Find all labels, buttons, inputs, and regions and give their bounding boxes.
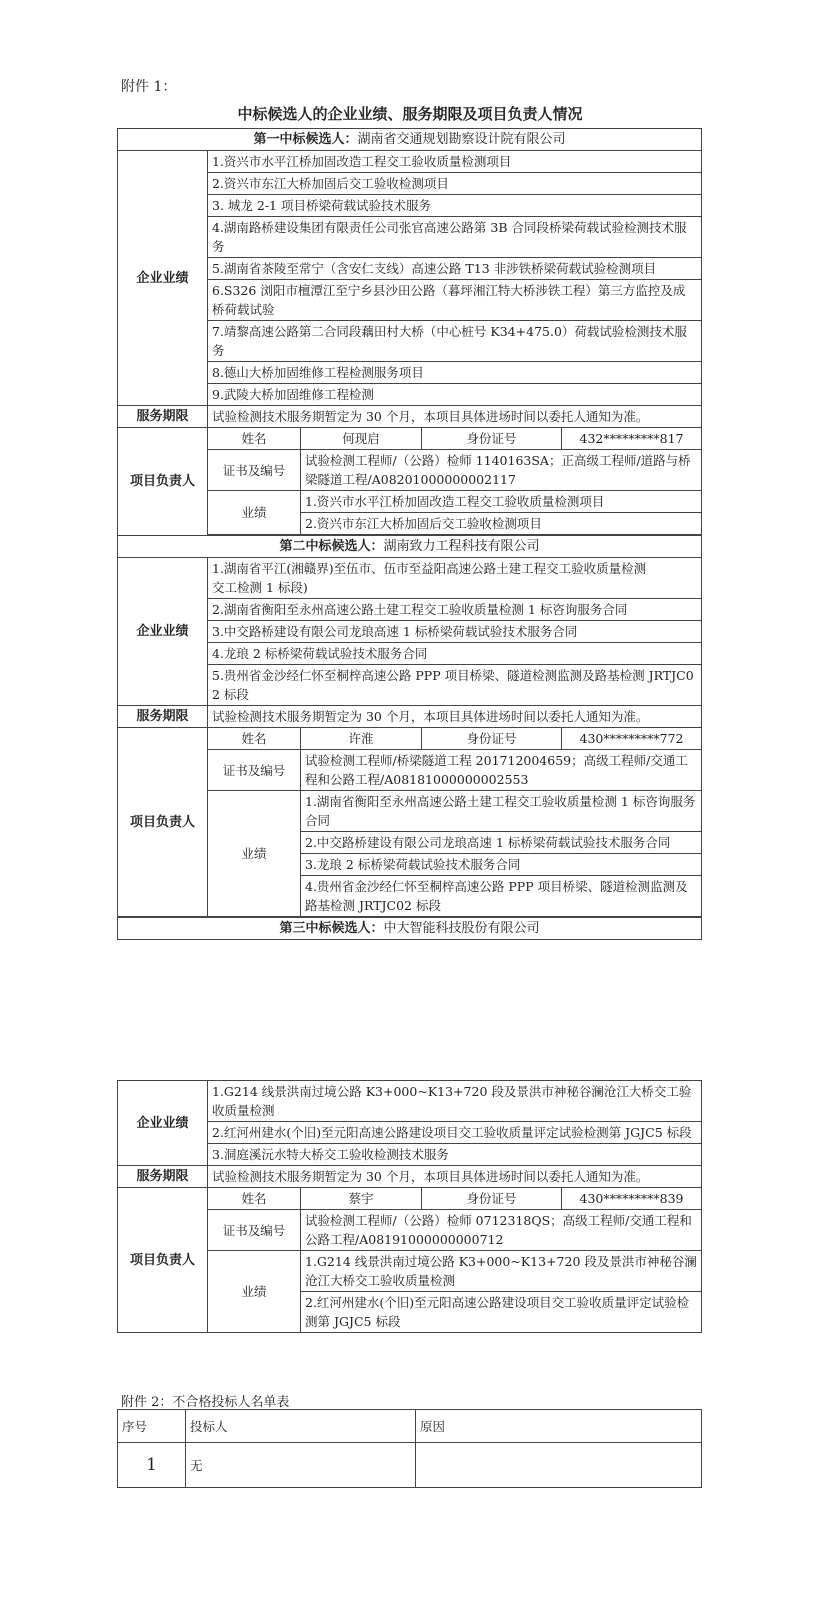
candidate-company: 湖南致力工程科技有限公司 bbox=[383, 539, 540, 554]
pm-cert: 试验检测工程师/（公路）检师 0712318QS；高级工程师/交通工程和公路工程/A08191000000000712 bbox=[301, 1210, 702, 1251]
pm-performance-item: 1.湖南省衡阳至永州高速公路土建工程交工验收质量检测 1 标咨询服务合同 bbox=[301, 791, 702, 832]
table-row bbox=[118, 1443, 702, 1488]
pm-name: 何现启 bbox=[301, 428, 422, 450]
performance-item: 5.贵州省金沙经仁怀至桐梓高速公路 PPP 项目桥梁、隧道检测监测及路基检测 JRTJC02 标段 bbox=[208, 665, 702, 706]
performance-row bbox=[118, 1081, 702, 1122]
attachment-1-label: 附件 1： bbox=[121, 79, 177, 95]
performance-item: 3.中交路桥建设有限公司龙琅高速 1 标桥梁荷载试验技术服务合同 bbox=[208, 621, 702, 643]
pm-performance-item: 2.中交路桥建设有限公司龙琅高速 1 标桥梁荷载试验技术服务合同 bbox=[301, 832, 702, 854]
attachment-2-title: 附件 2：不合格投标人名单表 bbox=[121, 1395, 290, 1410]
pm-performance-label: 业绩 bbox=[208, 491, 301, 535]
pm-performance-item: 1.G214 线景洪南过境公路 K3+000~K13+720 段及景洪市神秘谷澜沧江大桥交工验收质量检测 bbox=[301, 1251, 702, 1292]
candidates-table bbox=[117, 128, 702, 940]
candidate-header bbox=[118, 536, 702, 558]
page-title: 中标候选人的企业业绩、服务期限及项目负责人情况 bbox=[237, 105, 583, 123]
performance-label: 企业业绩 bbox=[118, 151, 208, 406]
id-label: 身份证号 bbox=[422, 728, 562, 750]
performance-item: 1.湖南省平江(湘赣界)至伍市、伍市至益阳高速公路土建工程交工验收质量检测 交工检测 1 标段) bbox=[208, 558, 702, 599]
pm-id: 432*********817 bbox=[562, 428, 702, 450]
pm-name-row bbox=[118, 428, 702, 450]
performance-item: 8.德山大桥加固维修工程检测服务项目 bbox=[208, 362, 702, 384]
candidate-header bbox=[118, 129, 702, 151]
id-label: 身份证号 bbox=[422, 1188, 562, 1210]
service-period-row bbox=[118, 406, 702, 428]
cert-label: 证书及编号 bbox=[208, 450, 301, 491]
row-bidder: 无 bbox=[186, 1443, 416, 1488]
performance-item: 4.龙琅 2 标桥梁荷载试验技术服务合同 bbox=[208, 643, 702, 665]
pm-performance-label: 业绩 bbox=[208, 1251, 301, 1333]
service-period-value: 试验检测技术服务期暂定为 30 个月，本项目具体进场时间以委托人通知为准。 bbox=[208, 706, 702, 728]
performance-item: 6.S326 浏阳市檀潭江至宁乡县沙田公路（暮坪湘江特大桥涉铁工程）第三方监控及成桥荷载试验 bbox=[208, 280, 702, 321]
pm-performance-item: 2.红河州建水(个旧)至元阳高速公路建设项目交工验收质量评定试验检测第 JGJC5 标段 bbox=[301, 1292, 702, 1333]
candidate-company: 中大智能科技股份有限公司 bbox=[383, 921, 540, 936]
pm-performance-item: 2.资兴市东江大桥加固后交工验收检测项目 bbox=[301, 513, 702, 535]
candidate-rank: 第二中标候选人： bbox=[279, 539, 384, 554]
service-period-row bbox=[118, 1166, 702, 1188]
service-period-value: 试验检测技术服务期暂定为 30 个月，本项目具体进场时间以委托人通知为准。 bbox=[208, 406, 702, 428]
pm-performance-item: 1.资兴市水平江桥加固改造工程交工验收质量检测项目 bbox=[301, 491, 702, 513]
header-reason: 原因 bbox=[416, 1410, 702, 1443]
candidate-rank: 第三中标候选人： bbox=[279, 921, 384, 936]
header-bidder: 投标人 bbox=[186, 1410, 416, 1443]
performance-item: 4.湖南路桥建设集团有限责任公司张官高速公路第 3B 合同段桥梁荷载试验检测技术服务 bbox=[208, 217, 702, 258]
pm-name-row bbox=[118, 1188, 702, 1210]
performance-item: 2.湖南省衡阳至永州高速公路土建工程交工验收质量检测 1 标咨询服务合同 bbox=[208, 599, 702, 621]
pm-name: 许淮 bbox=[301, 728, 422, 750]
service-period-row bbox=[118, 706, 702, 728]
performance-item: 1.资兴市水平江桥加固改造工程交工验收质量检测项目 bbox=[208, 151, 702, 173]
service-period-label: 服务期限 bbox=[118, 1166, 208, 1188]
performance-label: 企业业绩 bbox=[118, 558, 208, 706]
pm-performance-item: 3.龙琅 2 标桥梁荷载试验技术服务合同 bbox=[301, 854, 702, 876]
name-label: 姓名 bbox=[208, 728, 301, 750]
cert-label: 证书及编号 bbox=[208, 750, 301, 791]
performance-item: 5.湖南省茶陵至常宁（含安仁支线）高速公路 T13 非涉铁桥梁荷载试验检测项目 bbox=[208, 258, 702, 280]
pm-name-row bbox=[118, 728, 702, 750]
pm-id: 430*********772 bbox=[562, 728, 702, 750]
table-header-row bbox=[118, 1410, 702, 1443]
performance-item: 7.靖黎高速公路第二合同段藕田村大桥（中心桩号 K34+475.0）荷载试验检测技术服务 bbox=[208, 321, 702, 362]
disqualified-bidders-table bbox=[117, 1409, 702, 1488]
pm-label: 项目负责人 bbox=[118, 428, 208, 536]
cert-label: 证书及编号 bbox=[208, 1210, 301, 1251]
pm-id: 430*********839 bbox=[562, 1188, 702, 1210]
service-period-label: 服务期限 bbox=[118, 706, 208, 728]
pm-cert: 试验检测工程师/（公路）检师 1140163SA；正高级工程师/道路与桥梁隧道工程/A08201000000002117 bbox=[301, 450, 702, 491]
performance-row bbox=[118, 558, 702, 599]
name-label: 姓名 bbox=[208, 1188, 301, 1210]
performance-label: 企业业绩 bbox=[118, 1081, 208, 1166]
pm-performance-label: 业绩 bbox=[208, 791, 301, 917]
header-no: 序号 bbox=[118, 1410, 186, 1443]
row-no: 1 bbox=[118, 1443, 186, 1488]
performance-item: 2.资兴市东江大桥加固后交工验收检测项目 bbox=[208, 173, 702, 195]
candidate-3-table bbox=[117, 1080, 702, 1333]
performance-item: 1.G214 线景洪南过境公路 K3+000~K13+720 段及景洪市神秘谷澜沧江大桥交工验收质量检测 bbox=[208, 1081, 702, 1122]
performance-item: 3.洞庭溪沅水特大桥交工验收检测技术服务 bbox=[208, 1144, 702, 1166]
candidate-company: 湖南省交通规划勘察设计院有限公司 bbox=[357, 132, 566, 147]
pm-performance-item: 4.贵州省金沙经仁怀至桐梓高速公路 PPP 项目桥梁、隧道检测监测及路基检测 JRTJC02 标段 bbox=[301, 876, 702, 917]
performance-item: 2.红河州建水(个旧)至元阳高速公路建设项目交工验收质量评定试验检测第 JGJC5 标段 bbox=[208, 1122, 702, 1144]
candidate-rank: 第一中标候选人： bbox=[253, 132, 358, 147]
name-label: 姓名 bbox=[208, 428, 301, 450]
pm-label: 项目负责人 bbox=[118, 728, 208, 917]
candidate-header bbox=[118, 918, 702, 940]
pm-name: 蔡宇 bbox=[301, 1188, 422, 1210]
performance-item: 9.武陵大桥加固维修工程检测 bbox=[208, 384, 702, 406]
pm-label: 项目负责人 bbox=[118, 1188, 208, 1333]
service-period-value: 试验检测技术服务期暂定为 30 个月，本项目具体进场时间以委托人通知为准。 bbox=[208, 1166, 702, 1188]
row-reason bbox=[416, 1443, 702, 1488]
pm-cert: 试验检测工程师/桥梁隧道工程 201712004659；高级工程师/交通工程和公路工程/A08181000000002553 bbox=[301, 750, 702, 791]
service-period-label: 服务期限 bbox=[118, 406, 208, 428]
id-label: 身份证号 bbox=[422, 428, 562, 450]
performance-item: 3. 城龙 2-1 项目桥梁荷载试验技术服务 bbox=[208, 195, 702, 217]
performance-row bbox=[118, 151, 702, 173]
